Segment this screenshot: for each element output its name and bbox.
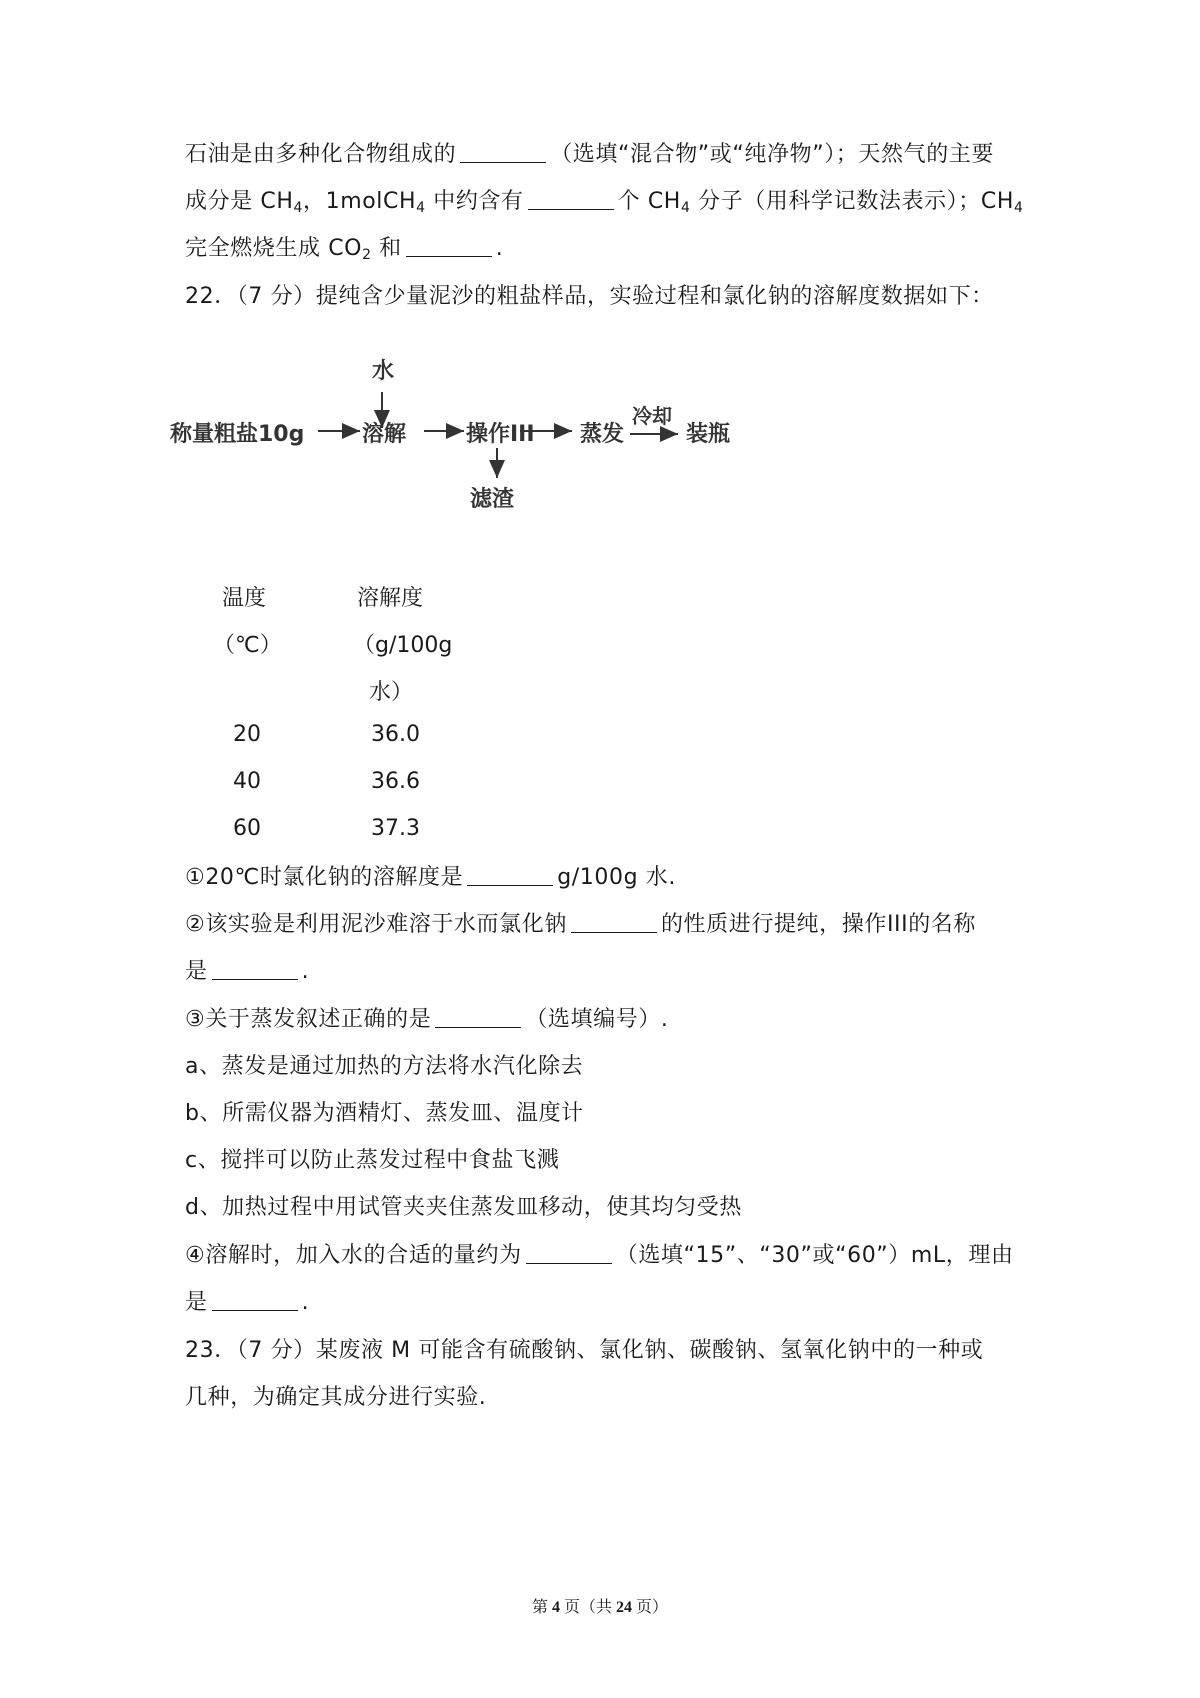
table-cell-solubility: 36.0 [371, 722, 420, 747]
option-b: b、所需仪器为酒精灯、蒸发皿、温度计 [185, 1101, 584, 1126]
answer-blank[interactable] [212, 957, 298, 980]
option-a: a、蒸发是通过加热的方法将水汽化除去 [185, 1054, 584, 1079]
q21-line-2: 成分是 $CH_4$，1molCH$_4$ 中约含有 个 $CH_4$ 分子（用科学记数法表示）；$CH_4$ [185, 189, 1024, 216]
page-total: 24 [616, 1599, 632, 1616]
q22-header: 22．（7 分）提纯含少量泥沙的粗盐样品，实验过程和氯化钠的溶解度数据如下： [185, 284, 994, 309]
table-cell-temp: 20 [233, 722, 261, 747]
cooling-label: 冷却 [632, 404, 672, 428]
flow-step-operation: 操作III [466, 422, 535, 447]
table-header-solubility-unit-2: 水） [369, 680, 414, 705]
answer-blank[interactable] [528, 187, 614, 210]
table-header-temp-unit: （℃） [213, 633, 282, 658]
option-c: c、搅拌可以防止蒸发过程中食盐飞溅 [185, 1148, 560, 1173]
flow-step-evaporate: 蒸发 [580, 422, 625, 447]
table-header-temp: 温度 [222, 586, 267, 611]
q22-part-4-cont: 是 . [185, 1290, 310, 1315]
table-cell-temp: 40 [233, 769, 261, 794]
answer-blank[interactable] [435, 1005, 521, 1028]
answer-blank[interactable] [526, 1241, 612, 1264]
page-footer: 第 4 页（共 24 页） [531, 1599, 669, 1616]
page-number: 4 [551, 1599, 560, 1616]
table-cell-temp: 60 [233, 816, 261, 841]
table-header-solubility: 溶解度 [357, 586, 424, 611]
table-cell-solubility: 36.6 [371, 769, 420, 794]
q23-line-2: 几种，为确定其成分进行实验. [185, 1385, 487, 1410]
q23-line-1: 23．（7 分）某废液 M 可能含有硫酸钠、氯化钠、碳酸钠、氢氧化钠中的一种或 [185, 1338, 984, 1363]
flow-step-dissolve: 溶解 [362, 422, 407, 447]
flow-step-bottle: 装瓶 [686, 422, 731, 447]
q22-part-4: ④溶解时，加入水的合适的量约为 （选填“15”、“30”或“60”）mL，理由 [185, 1243, 1014, 1268]
q22-part-3: ③关于蒸发叙述正确的是 （选填编号）. [185, 1007, 669, 1032]
answer-blank[interactable] [406, 234, 492, 257]
answer-blank[interactable] [571, 910, 657, 933]
flow-step-weigh: 称量粗盐10g [170, 422, 305, 447]
answer-blank[interactable] [467, 863, 553, 886]
table-cell-solubility: 37.3 [371, 816, 420, 841]
q22-part-2: ②该实验是利用泥沙难溶于水而氯化钠 的性质进行提纯，操作III的名称 [185, 912, 977, 937]
q21-line-3: 完全燃烧生成 $CO_2$ 和 . [185, 236, 504, 263]
water-label: 水 [372, 359, 395, 384]
residue-label: 滤渣 [470, 487, 515, 512]
answer-blank[interactable] [212, 1288, 298, 1311]
q21-line-1: 石油是由多种化合物组成的 （选填“混合物”或“纯净物”）；天然气的主要 [185, 142, 994, 167]
process-flow-diagram [170, 360, 810, 530]
q22-part-2-cont: 是 . [185, 959, 310, 984]
option-d: d、加热过程中用试管夹夹住蒸发皿移动，使其均匀受热 [185, 1195, 742, 1220]
answer-blank[interactable] [460, 140, 546, 163]
q22-part-1: ①20℃时氯化钠的溶解度是 g/100g 水. [185, 865, 676, 890]
table-header-solubility-unit: （g/100g [353, 633, 453, 658]
